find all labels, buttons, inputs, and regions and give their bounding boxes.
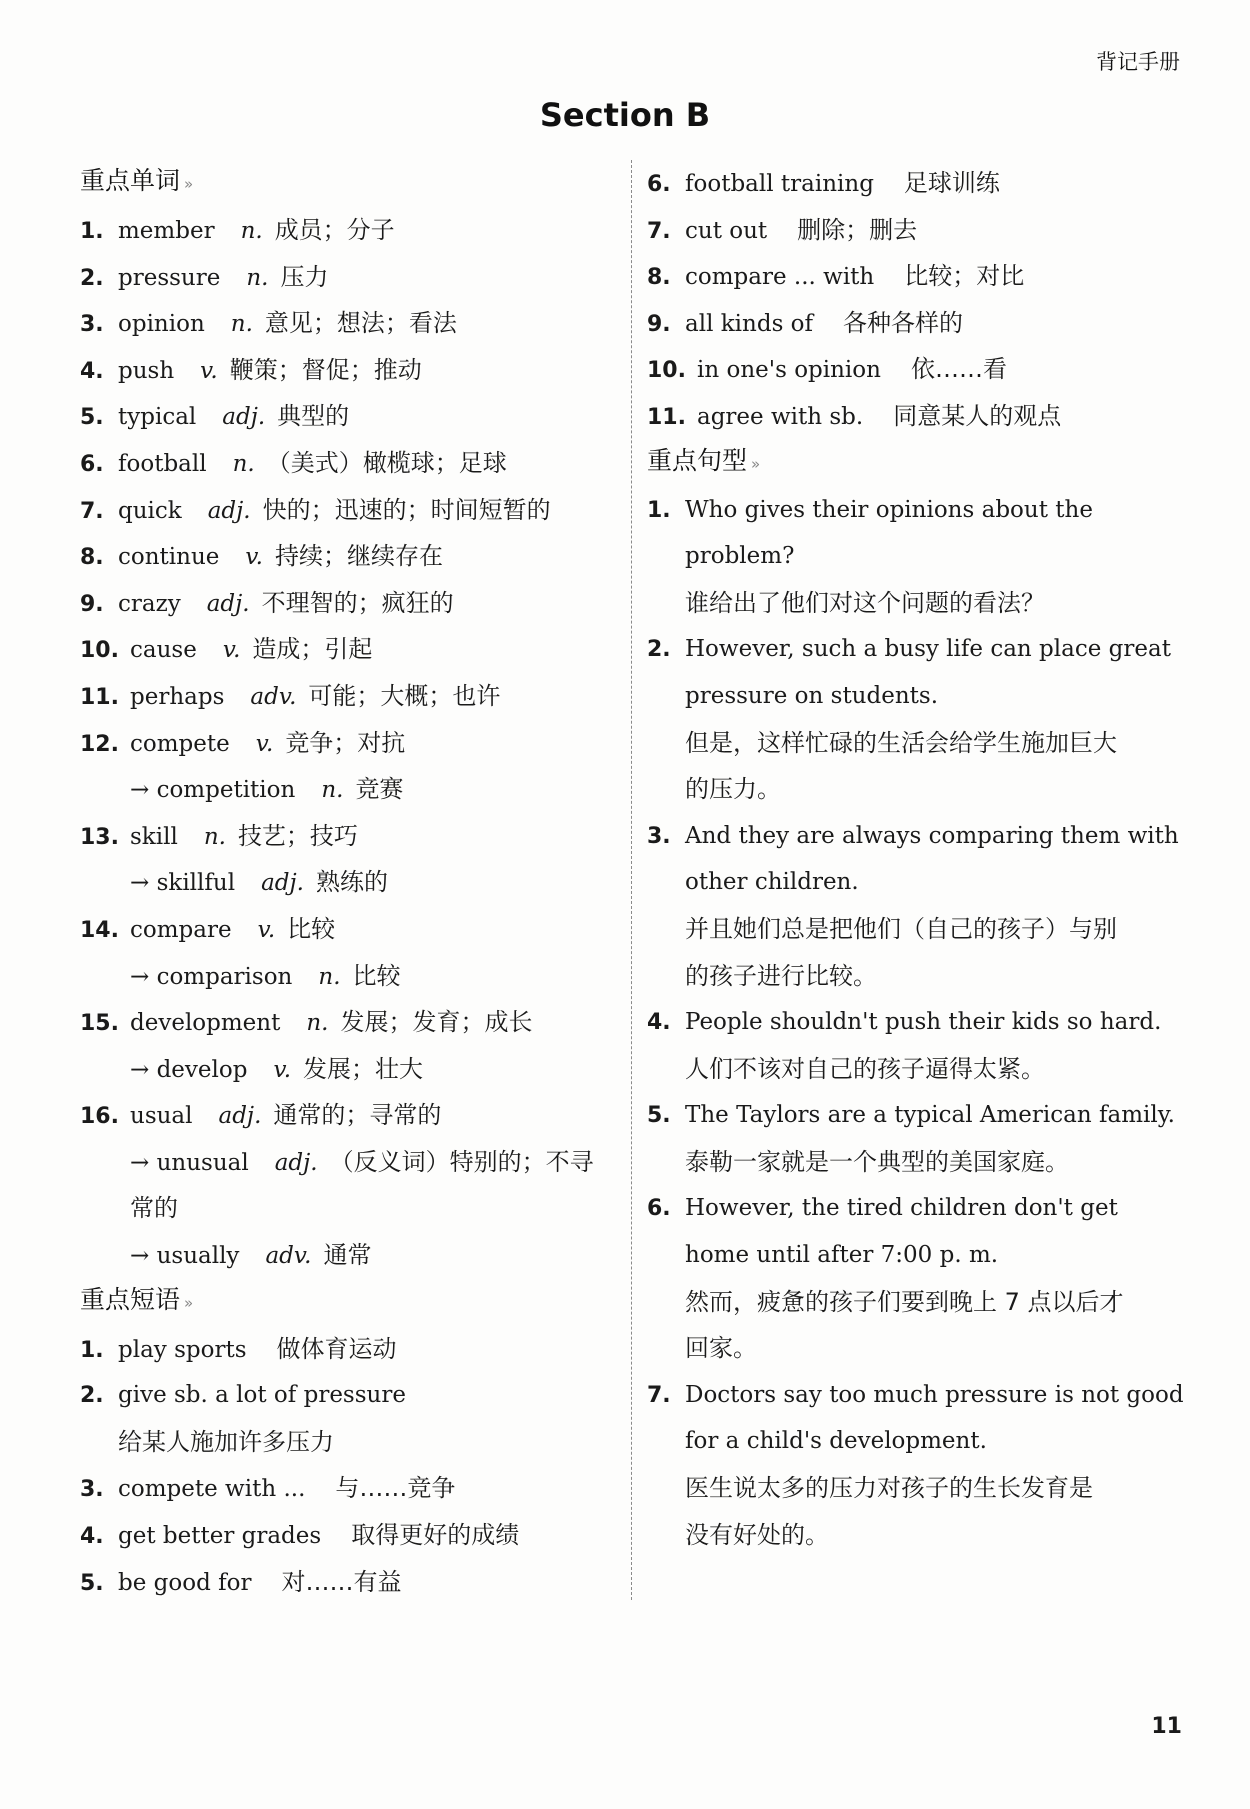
words-heading [80,160,620,207]
list-item [80,1046,620,1093]
word-cn: 压力 [280,262,329,291]
word-cn: 竞赛 [355,775,404,804]
phrase-en: in one's opinion [697,357,881,384]
item-number: 6. [80,451,104,477]
phrase-en: be good for [118,1569,252,1596]
word-pos: n. [246,264,269,291]
phrase-en: get better grades [118,1523,322,1550]
phrase-cn: 足球训练 [903,169,1000,197]
word-en: perhaps [130,683,225,710]
sentence-en: However, the tired children don't get [685,1195,1118,1222]
list-item [80,626,620,673]
word-pos: v. [222,637,241,664]
list-item [80,347,620,394]
phrase-cn: 比较；对比 [904,262,1025,291]
word-en: quick [118,497,182,524]
sentence-cn: 的压力。 [685,775,781,804]
left-column [80,160,620,1605]
sentence-en: pressure on students. [685,682,938,709]
phrase-cn: 同意某人的观点 [893,401,1062,430]
list-item [80,1185,620,1232]
word-cn: 通常的；寻常的 [273,1101,442,1130]
sentence-translation [647,953,1180,1000]
word-en: → skillful [130,870,236,897]
phrase-cn: 各种各样的 [843,308,964,337]
sentence-cn: 然而，疲惫的孩子们要到晚上 7 点以后才 [685,1287,1124,1316]
sentence-en: And they are always comparing them with [685,822,1179,849]
list-item [80,1419,620,1466]
sentence-en: Doctors say too much pressure is not good [685,1381,1184,1408]
phrases-heading [80,1279,620,1326]
sentence-en: other children. [685,869,859,896]
page-title: Section B [539,96,711,134]
phrase-cn: 依……看 [910,355,1007,384]
sentence-line [647,1092,1180,1139]
phrase-cn: 给某人施加许多压力 [118,1427,334,1456]
phrase-en: football training [685,171,874,197]
word-pos: v. [200,357,218,384]
word-cn: 意见；想法；看法 [264,309,457,338]
word-pos: v. [255,730,274,757]
sentence-line [647,1418,1180,1465]
item-number: 8. [647,265,671,291]
item-number: 13. [80,824,119,850]
sentence-line [647,673,1180,720]
word-pos: adj. [222,404,266,431]
list-item [80,673,620,720]
word-en: → competition [130,777,296,804]
word-cn: 鞭策；督促；推动 [229,355,422,384]
phrase-en: cut out [685,217,768,244]
list-item [80,1326,620,1373]
word-en: → unusual [130,1149,249,1176]
sentence-cn: 没有好处的。 [685,1520,829,1549]
sentence-line [647,1372,1184,1419]
word-en: development [130,1010,281,1037]
word-pos: n. [232,450,255,477]
list-item [80,1372,620,1419]
item-number: 2. [80,265,104,291]
word-pos: adv. [265,1243,312,1270]
list-item [80,1232,620,1279]
item-number: 6. [647,1196,671,1222]
words-list [80,207,620,1279]
list-item [80,533,620,580]
sentence-line [647,1232,1180,1279]
word-en: skill [130,823,178,850]
item-number: 15. [80,1011,119,1037]
item-number: 2. [647,637,671,663]
word-pos: n. [306,1010,329,1037]
list-item [80,859,620,906]
sentence-line [647,999,1180,1046]
list-item [80,300,620,347]
sentence-line [647,626,1180,673]
phrases-list-right [647,160,1180,440]
phrases-list-left [80,1326,620,1606]
sentence-line [647,533,1180,580]
list-item [647,346,1180,393]
phrase-en: compare ... with [685,264,875,291]
list-item [80,1559,620,1606]
item-number: 3. [647,823,671,849]
word-en: compare [130,916,232,943]
sentence-translation [647,1279,1180,1326]
sentence-line [647,487,1180,534]
word-cn: （美式）橄榄球；足球 [266,448,507,477]
item-number: 8. [80,545,104,571]
word-cn: 常的 [130,1194,178,1223]
phrase-cn: 对……有益 [281,1567,402,1596]
word-en: pressure [118,264,221,291]
word-en: → develop [130,1056,248,1083]
sentence-translation [647,766,1180,813]
word-en: continue [118,544,220,571]
list-item [647,393,1180,440]
item-number: 7. [647,1382,671,1408]
word-cn: 比较 [352,961,401,990]
list-item [80,393,620,440]
word-en: push [118,357,175,384]
word-en: → usually [130,1243,240,1270]
sentence-translation [647,1512,1180,1559]
sentence-cn: 的孩子进行比较。 [685,961,877,990]
sentence-en: for a child's development. [685,1428,987,1455]
right-column [647,160,1184,1558]
sentence-translation [647,1325,1180,1372]
word-cn: 可能；大概；也许 [308,681,501,710]
list-item [80,440,620,487]
list-item [80,1465,620,1512]
words-heading-label: 重点单词 [80,166,181,195]
sentence-en: Who gives their opinions about the [685,496,1093,523]
sentence-translation [647,580,1180,627]
item-number: 12. [80,731,119,757]
item-number: 5. [647,1103,671,1129]
sentence-en: However, such a busy life can place great [685,636,1171,663]
word-pos: n. [203,823,226,850]
item-number: 1. [647,497,671,523]
word-en: typical [118,404,197,431]
chevron-right-icon: » [184,175,194,193]
word-cn: （反义词）特别的；不寻 [329,1147,594,1176]
item-number: 5. [80,1570,104,1596]
sentence-cn: 医生说太多的压力对孩子的生长发育是 [685,1474,1093,1503]
word-pos: adj. [218,1103,262,1130]
word-pos: adj. [207,497,251,524]
word-en: crazy [118,590,181,617]
list-item [647,207,1180,254]
item-number: 1. [80,219,104,244]
phrase-cn: 取得更好的成绩 [351,1521,520,1550]
item-number: 16. [80,1104,119,1130]
item-number: 10. [80,638,119,664]
phrase-cn: 删除；删去 [797,215,918,244]
list-item [80,487,620,534]
item-number: 4. [80,1524,104,1550]
list-item [80,1512,620,1559]
word-en: compete [130,730,230,757]
sentence-translation [647,906,1180,953]
sentence-cn: 但是，这样忙碌的生活会给学生施加巨大 [685,728,1117,757]
word-cn: 比较 [287,914,336,943]
sentences-heading [647,440,1180,487]
item-number: 10. [647,358,686,384]
word-cn: 不理智的；疯狂的 [261,588,454,617]
word-pos: adj. [261,870,304,897]
word-en: → comparison [130,963,293,990]
sentence-translation [647,1046,1180,1093]
phrase-en: compete with ... [118,1476,306,1503]
sentence-line [647,813,1180,860]
word-en: football [118,450,207,477]
chevron-right-icon: » [751,454,761,473]
list-item [80,766,620,813]
sentence-cn: 回家。 [685,1334,757,1363]
word-cn: 持续；继续存在 [274,542,443,571]
sentence-line [647,859,1180,906]
word-pos: n. [321,777,344,804]
item-number: 3. [80,312,104,338]
item-number: 11. [647,404,686,430]
item-number: 6. [647,172,671,197]
list-item [647,160,1180,207]
phrase-cn: 与……竞争 [335,1474,456,1503]
item-number: 7. [647,218,671,244]
sentence-translation [647,720,1180,767]
word-pos: n. [240,218,263,244]
phrase-en: give sb. a lot of pressure [118,1382,406,1409]
item-number: 5. [80,405,104,431]
sentence-en: The Taylors are a typical American family. [685,1102,1175,1129]
word-en: member [118,218,215,244]
chevron-right-icon: » [184,1293,194,1312]
sentence-en: home until after 7:00 p. m. [685,1242,999,1269]
sentence-en: People shouldn't push their kids so hard. [685,1009,1162,1036]
sentence-translation [647,1465,1180,1512]
sentence-cn: 人们不该对自己的孩子逼得太紧。 [685,1054,1045,1083]
item-number: 14. [80,917,119,943]
phrases-heading-label: 重点短语 [80,1284,181,1314]
item-number: 9. [80,591,104,617]
list-item [647,300,1180,347]
word-pos: adv. [250,683,297,710]
phrase-en: agree with sb. [697,403,864,430]
list-item [80,720,620,767]
word-cn: 发展；发育；成长 [340,1008,533,1037]
word-pos: v. [273,1056,292,1083]
word-pos: v. [257,916,276,943]
list-item [647,253,1180,300]
list-item [80,580,620,627]
word-cn: 竞争；对抗 [285,728,406,757]
item-number: 3. [80,1477,104,1503]
list-item [80,207,620,254]
word-cn: 发展；壮大 [303,1054,424,1083]
item-number: 1. [80,1337,104,1363]
word-cn: 成员；分子 [274,216,395,244]
list-item [80,906,620,953]
word-pos: adj. [206,590,250,617]
phrase-en: all kinds of [685,310,814,337]
word-pos: n. [318,963,341,990]
sentences-list [647,487,1184,1559]
list-item [80,1139,620,1186]
page-number: 11 [1151,1714,1182,1739]
sentence-en: problem? [685,543,795,570]
word-cn: 快的；迅速的；时间短暂的 [262,495,551,524]
phrase-cn: 做体育运动 [276,1334,397,1363]
word-en: usual [130,1103,193,1130]
item-number: 11. [80,684,119,710]
item-number: 7. [80,498,104,524]
list-item [80,813,620,860]
word-pos: v. [245,544,263,571]
list-item [80,999,620,1046]
column-divider [631,160,632,1600]
list-item [80,254,620,301]
item-number: 9. [647,311,671,337]
word-pos: adj. [274,1149,318,1176]
word-pos: n. [230,311,253,338]
list-item [80,953,620,1000]
word-en: opinion [118,311,205,338]
item-number: 2. [80,1383,104,1409]
sentence-cn: 泰勒一家就是一个典型的美国家庭。 [685,1147,1069,1176]
word-en: cause [130,637,197,664]
word-cn: 技艺；技巧 [237,821,358,850]
word-cn: 典型的 [277,402,350,431]
word-cn: 通常 [323,1241,372,1270]
sentence-cn: 谁给出了他们对这个问题的看法？ [685,588,1045,617]
list-item [80,1092,620,1139]
sentence-cn: 并且她们总是把他们（自己的孩子）与别 [685,914,1117,943]
sentence-translation [647,1139,1180,1186]
header-tag: 背记手册 [1096,50,1180,74]
item-number: 4. [647,1010,671,1036]
sentences-heading-label: 重点句型 [647,445,748,475]
word-cn: 熟练的 [315,868,388,897]
phrase-en: play sports [118,1336,247,1363]
sentence-line [647,1185,1180,1232]
word-cn: 造成；引起 [252,635,373,664]
item-number: 4. [80,358,104,384]
